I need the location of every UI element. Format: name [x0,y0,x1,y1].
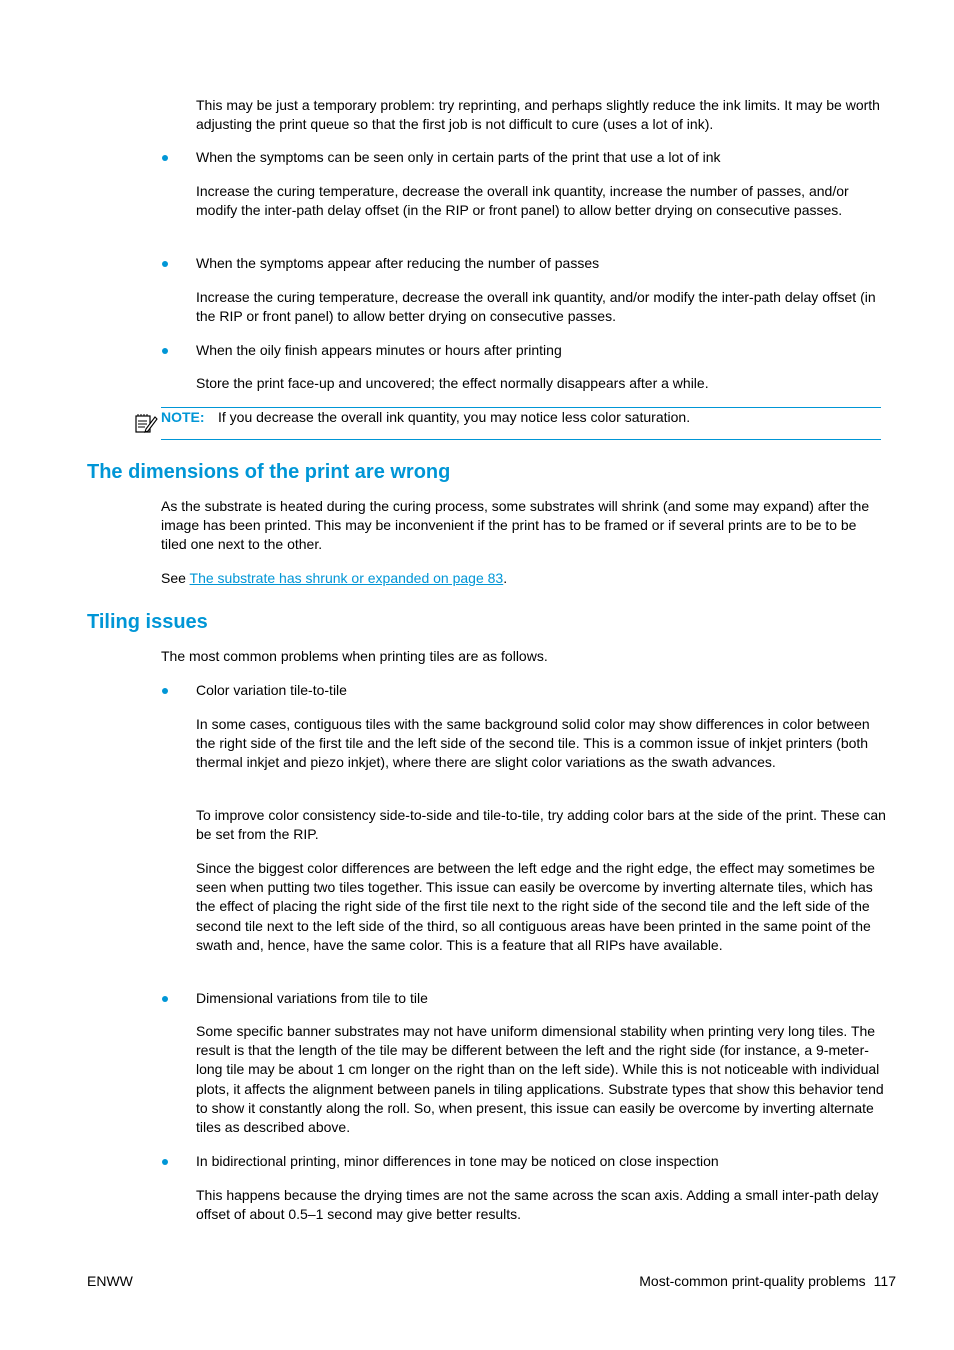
footer-right [631,1272,896,1291]
dimensions-paragraph: As the substrate is heated during the curing process, some substrates will shrink (and some may expand) after the image has been printed. This may be inconvenient if the print has to be framed or if several prints are to be to be tiled one next to the other. [161,498,870,553]
footer-left: ENWW [87,1273,133,1289]
see-prefix: See [161,570,190,586]
bullet-dot [161,148,171,167]
bullet-text: When the symptoms appear after reducing the number of passes [196,255,600,271]
bullet-dot [161,254,171,273]
bullet-text: When the oily finish appears minutes or hours after printing [196,342,562,358]
bullet-text: In bidirectional printing, minor differences in tone may be noticed on close inspection [196,1153,719,1169]
bullet-detail: To improve color consistency side-to-side and tile-to-tile, try adding color bars at the side of the print. These can be set from the RIP. [196,807,886,843]
bullet-detail: Increase the curing temperature, decrease the overall ink quantity, and/or modify the inter-path delay offset (in the RIP or front panel) to allow better drying on consecutive passes. [196,289,876,325]
substrate-shrunk-link[interactable]: The substrate has shrunk or expanded on page 83 [189,570,504,586]
section-heading-tiling: Tiling issues [87,611,208,633]
bullet-dot [161,989,171,1008]
bullet-text: Color variation tile-to-tile [196,682,347,698]
see-suffix: . [503,570,508,586]
bullet-text: When the symptoms can be seen only in certain parts of the print that use a lot of ink [196,149,721,165]
bullet-dot [161,1152,171,1171]
bullet-dot [161,341,171,360]
bullet-detail: Store the print face-up and uncovered; the effect normally disappears after a while. [196,375,709,391]
intro-paragraph: This may be just a temporary problem: try reprinting, and perhaps slightly reduce the ink limits. It may be worth adjusting the print queue so that the first job is not difficult to cure (uses a lot of ink). [196,97,880,133]
footer-section-title: Most-common print-quality problems [639,1273,866,1289]
bullet-detail: Since the biggest color differences are between the left edge and the right edge, the effect may sometimes be seen when putting two tiles together. This issue can easily be overcome by inverting alternate tiles, which has the effect of placing the right side of the first tile next to the right side of the second tile and the left side of the second tile next to the left side of the third, so all contiguous areas have been printed in the same point of the swath and, hence, have the same color. This is a feature that all RIPs have available. [196,860,875,953]
bullet-detail: Some specific banner substrates may not have uniform dimensional stability when printing very long tiles. The result is that the length of the tile may be different between the left and the right side (for instance, a 9-meter-long tile may be about 1 cm longer on the right than on the left side). While this is not noticeable with individual plots, it affects the alignment between panels in tiling applications. Substrate types that show this behavior tend to show it constantly along the roll. So, when present, this issue can easily be overcome by inverting alternate tiles as described above. [196,1023,884,1136]
bullet-detail: Increase the curing temperature, decrease the overall ink quantity, increase the number of passes, and/or modify the inter-path delay offset (in the RIP or front panel) to allow better drying on consecutive passes. [196,183,849,219]
section-heading-dimensions: The dimensions of the print are wrong [87,461,451,483]
bullet-dot [161,681,171,700]
bullet-detail: This happens because the drying times are not the same across the scan axis. Adding a small inter-path delay offset of about 0.5–1 second may give better results. [196,1187,879,1223]
note-text: If you decrease the overall ink quantity, you may notice less color saturation. [218,409,691,425]
tiling-intro: The most common problems when printing tiles are as follows. [161,648,548,664]
bullet-text: Dimensional variations from tile to tile [196,990,428,1006]
note-icon [134,412,158,434]
bullet-detail: In some cases, contiguous tiles with the same background solid color may show differences in color between the right side of the first tile and the left side of the second tile. This is a common issue of inkjet printers (both thermal inkjet and piezo inkjet), where there are slight color variations as the swath advances. [196,716,870,771]
note-label: NOTE: [161,409,205,425]
see-reference [161,569,886,588]
page-number: 117 [873,1273,896,1289]
